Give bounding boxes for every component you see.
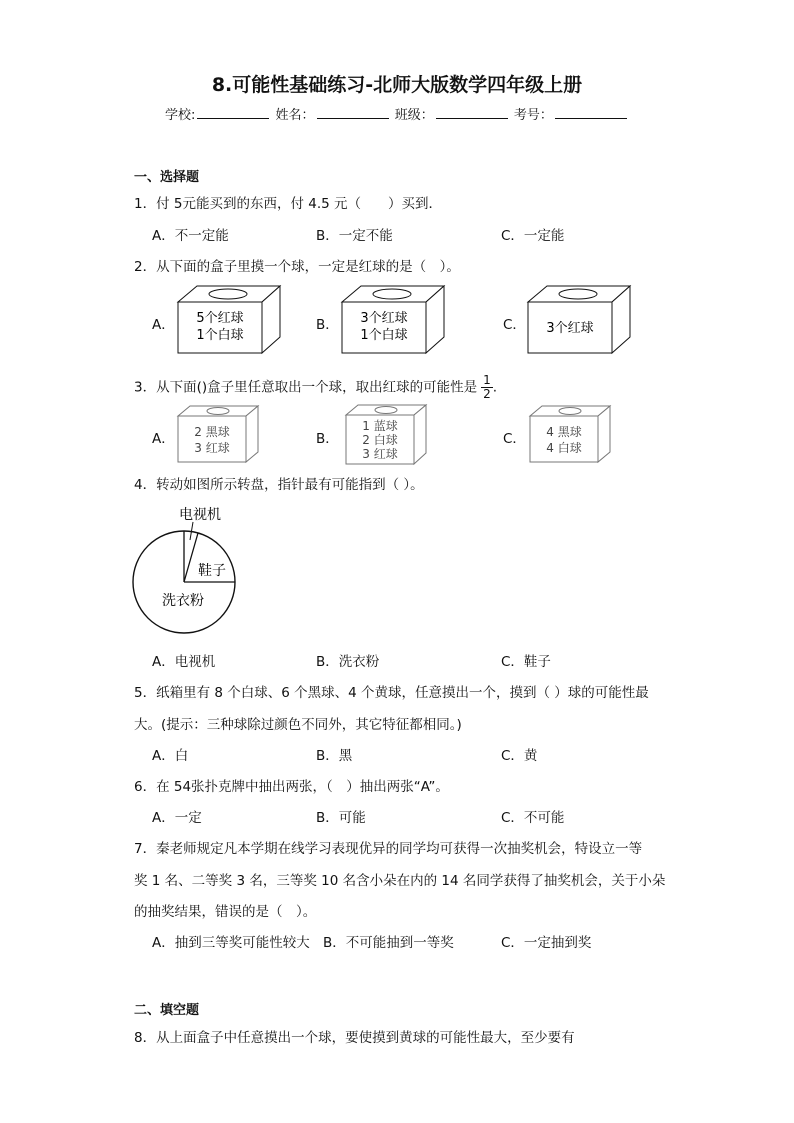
q2-stem: 2．从下面的盒子里摸一个球，一定是红球的是（ ）。 — [134, 259, 460, 275]
name-blank[interactable] — [317, 106, 389, 119]
student-info-line — [165, 104, 629, 123]
q1-option-c[interactable]: C．一定能 — [501, 228, 565, 244]
q3-label-a[interactable]: A． — [152, 431, 175, 447]
q3-box-c — [524, 404, 614, 466]
q4-option-c[interactable]: C．鞋子 — [501, 654, 551, 670]
q2-box-a — [170, 284, 282, 356]
q7-stem-line3: 的抽奖结果，错误的是（ ）。 — [134, 904, 317, 920]
q6-option-c[interactable]: C．不可能 — [501, 810, 565, 826]
q3-label-b[interactable]: B． — [316, 431, 339, 447]
q4-spinner — [128, 500, 258, 640]
q3-stem-text: 3．从下面()盒子里任意取出一个球，取出红球的可能性是 — [134, 379, 478, 396]
q5-option-a[interactable]: A．白 — [152, 748, 189, 764]
q7-option-a[interactable]: A．抽到三等奖可能性较大 — [152, 935, 310, 951]
q2-box-b-line1: 3个红球 — [360, 311, 408, 326]
spinner-label-powder: 洗衣粉 — [162, 593, 204, 609]
q4-option-a[interactable]: A．电视机 — [152, 654, 216, 670]
q3-fraction-numerator: 1 — [483, 373, 491, 387]
exam-no-blank[interactable] — [555, 106, 627, 119]
q3-stem-end: . — [492, 379, 498, 396]
school-blank[interactable] — [197, 106, 269, 119]
q7-option-c[interactable]: C．一定抽到奖 — [501, 935, 592, 951]
spinner-label-shoes: 鞋子 — [198, 563, 226, 579]
q5-option-b[interactable]: B．黑 — [316, 748, 353, 764]
q2-label-a[interactable]: A． — [152, 317, 175, 333]
q3-box-b — [340, 403, 430, 467]
q2-box-c — [520, 284, 632, 356]
q3-label-c[interactable]: C． — [503, 431, 526, 447]
q3-box-c-line2: 4 白球 — [546, 441, 582, 455]
q3-box-a — [172, 404, 262, 466]
q1-option-b[interactable]: B．一定不能 — [316, 228, 393, 244]
q2-box-c-line1: 3个红球 — [546, 321, 594, 336]
q3-fraction — [481, 374, 493, 401]
q5-stem-line2: 大。(提示：三种球除过颜色不同外，其它特征都相同。) — [134, 717, 462, 733]
name-label: 姓名： — [275, 108, 315, 123]
q2-box-a-line2: 1个白球 — [196, 328, 244, 343]
q3-box-b-line2: 2 白球 — [362, 433, 398, 447]
q3-box-b-line1: 1 蓝球 — [362, 419, 398, 433]
q2-box-b — [334, 284, 446, 356]
q3-stem — [134, 374, 497, 401]
q3-box-a-line2: 3 红球 — [194, 441, 230, 455]
q6-option-b[interactable]: B．可能 — [316, 810, 366, 826]
q8-stem: 8．从上面盒子中任意摸出一个球，要使摸到黄球的可能性最大，至少要有 — [134, 1030, 575, 1046]
q1-option-a[interactable]: A．不一定能 — [152, 228, 229, 244]
q6-stem: 6．在 54张扑克牌中抽出两张，（ ）抽出两张“A”。 — [134, 779, 449, 795]
q1-stem: 1．付 5元能买到的东西，付 4.5 元（ ）买到． — [134, 196, 443, 212]
q5-stem-line1: 5．纸箱里有 8 个白球、6 个黑球、4 个黄球，任意摸出一个，摸到（ ）球的可能性最 — [134, 685, 649, 701]
page-title: 8.可能性基础练习-北师大版数学四年级上册 — [211, 74, 583, 96]
q4-option-b[interactable]: B．洗衣粉 — [316, 654, 380, 670]
q6-option-a[interactable]: A．一定 — [152, 810, 202, 826]
q3-fraction-denominator: 2 — [483, 387, 491, 401]
section-heading-fill: 二、填空题 — [134, 1003, 200, 1018]
spinner-label-tv: 电视机 — [179, 507, 221, 523]
q3-box-b-line3: 3 红球 — [362, 447, 398, 461]
class-label: 班级： — [394, 108, 434, 123]
school-label: 学校: — [165, 108, 196, 123]
q3-box-c-line1: 4 黑球 — [546, 425, 582, 439]
q4-stem: 4．转动如图所示转盘，指针最有可能指到（ ）。 — [134, 477, 424, 493]
q2-label-c[interactable]: C． — [503, 317, 526, 333]
exam-no-label: 考号： — [513, 108, 553, 123]
q3-box-a-line1: 2 黑球 — [194, 425, 230, 439]
q2-label-b[interactable]: B． — [316, 317, 339, 333]
section-heading-choice: 一、选择题 — [134, 170, 200, 185]
q2-box-b-line2: 1个白球 — [360, 328, 408, 343]
q7-option-b[interactable]: B．不可能抽到一等奖 — [323, 935, 454, 951]
q7-stem-line2: 奖 1 名、二等奖 3 名，三等奖 10 名含小朵在内的 14 名同学获得了抽奖机会，关于小朵 — [134, 873, 666, 889]
q7-stem-line1: 7．秦老师规定凡本学期在线学习表现优异的同学均可获得一次抽奖机会，特设立一等 — [134, 841, 643, 857]
q5-option-c[interactable]: C．黄 — [501, 748, 538, 764]
q2-box-a-line1: 5个红球 — [196, 311, 244, 326]
class-blank[interactable] — [436, 106, 508, 119]
